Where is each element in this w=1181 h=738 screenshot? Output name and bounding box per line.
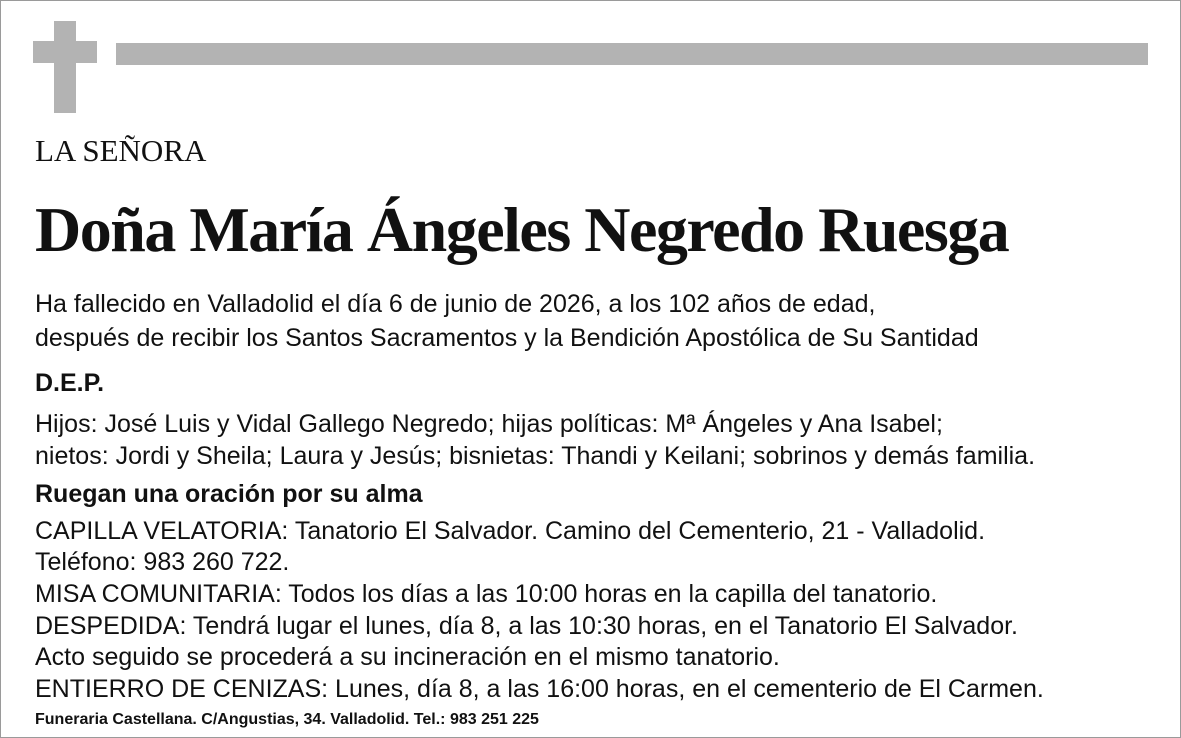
dep-label: D.E.P. [35, 369, 105, 397]
deceased-name: Doña María Ángeles Negredo Ruesga [35, 194, 1009, 265]
family-line-2: nietos: Jordi y Sheila; Laura y Jesús; bisnietas: Thandi y Keilani; sobrinos y demás familia. [35, 442, 1036, 470]
cross-vertical-bar [54, 21, 76, 113]
detail-line-telefono: Teléfono: 983 260 722. [35, 548, 290, 576]
header-rule [116, 43, 1148, 65]
detail-line-despedida: DESPEDIDA: Tendrá lugar el lunes, día 8, a las 10:30 horas, en el Tanatorio El Salvador. [35, 612, 1018, 640]
cross-horizontal-bar [33, 41, 97, 63]
funeral-home-footer: Funeraria Castellana. C/Angustias, 34. Valladolid. Tel.: 983 251 225 [35, 711, 539, 728]
family-line-1: Hijos: José Luis y Vidal Gallego Negredo; hijas políticas: Mª Ángeles y Ana Isabel; [35, 410, 943, 438]
announcement-line-2: después de recibir los Santos Sacramentos y la Bendición Apostólica de Su Santidad [35, 324, 979, 352]
prayer-request: Ruegan una oración por su alma [35, 480, 423, 508]
cross-icon [33, 21, 97, 113]
honorific-prefix: LA SEÑORA [35, 133, 207, 168]
announcement-line-1: Ha fallecido en Valladolid el día 6 de junio de 2026, a los 102 años de edad, [35, 290, 876, 318]
detail-line-entierro: ENTIERRO DE CENIZAS: Lunes, día 8, a las 16:00 horas, en el cementerio de El Carmen. [35, 675, 1044, 703]
detail-line-velatoria: CAPILLA VELATORIA: Tanatorio El Salvador. Camino del Cementerio, 21 - Valladolid. [35, 517, 986, 545]
detail-line-misa: MISA COMUNITARIA: Todos los días a las 10:00 horas en la capilla del tanatorio. [35, 580, 938, 608]
detail-line-incineracion: Acto seguido se procederá a su incineración en el mismo tanatorio. [35, 643, 780, 671]
